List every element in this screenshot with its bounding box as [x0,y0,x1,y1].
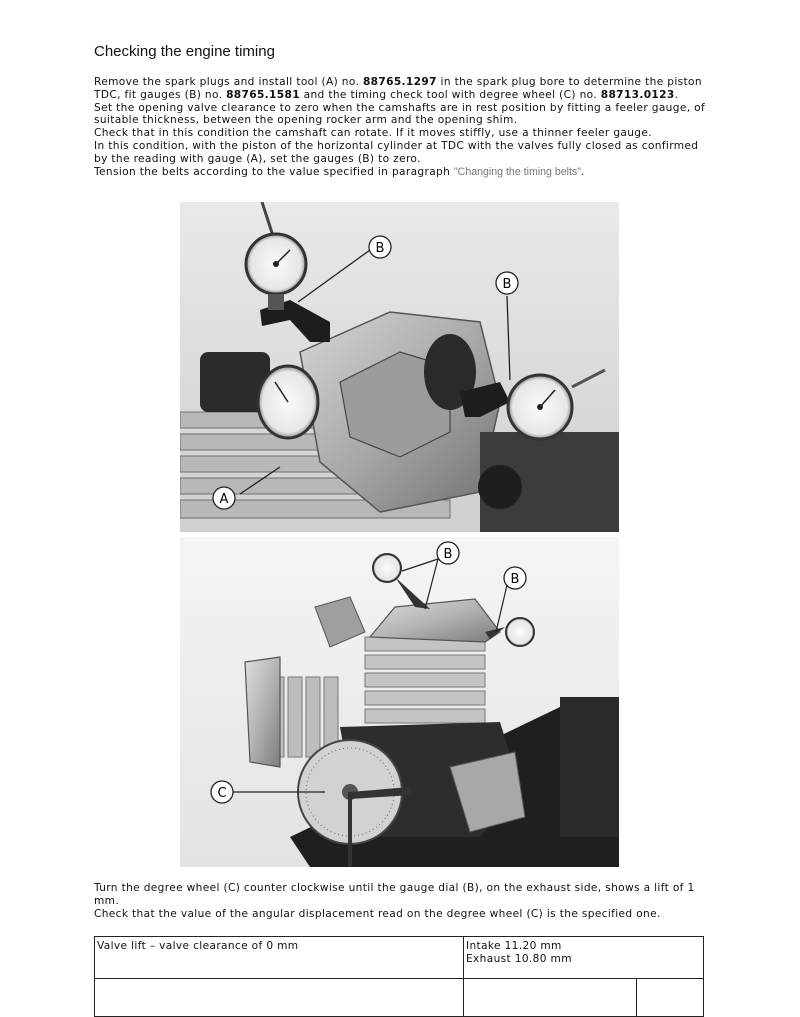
text: Tension the belts according to the value specified in paragraph [94,165,454,178]
instruction-clearance: Set the opening valve clearance to zero when the camshafts are in rest position by fitting a feeler gauge, of suitable thickness, between the opening rocker arm and the opening shim. [94,101,706,127]
turn-wheel-instruction: Turn the degree wheel (C) counter clockwise until the gauge dial (B), on the exhaust side, shows a lift of 1 mm. [94,882,695,907]
intake-value: Intake 11.20 mm [466,940,562,952]
exhaust-value: Exhaust 10.80 mm [466,952,572,965]
callout-b-3: B [443,547,453,562]
text: and the timing check tool with degree wheel (C) no. [299,88,601,101]
procedure-text [94,882,714,920]
text: in the spark plug bore to determine the piston TDC, fit gauges (B) no. [94,76,702,101]
timing-belts-link[interactable]: "Changing the timing belts" [453,165,581,178]
engine-degree-wheel-photo [180,537,619,867]
callout-a: A [219,492,229,507]
instructions [94,76,714,178]
instruction-tools [94,76,714,102]
engine-degree-wheel-illustration [180,537,619,867]
callout-b-1: B [375,241,385,256]
engine-head-illustration [180,202,619,532]
callout-b-2: B [502,277,512,292]
table-cell [637,979,704,1017]
text: . [581,165,585,178]
instruction-check: Check that in this condition the camshaft can rotate. If it moves stiffly, use a thinner feeler gauge. [94,127,652,140]
table-cell [464,979,637,1017]
table-row [95,937,704,979]
spec-values [464,937,704,979]
tool-b-number: 88765.1581 [226,88,300,101]
tool-c-number: 88713.0123 [600,88,675,101]
spec-table [94,936,704,1017]
spec-label: Valve lift – valve clearance of 0 mm [95,937,464,979]
callout-b-4: B [510,572,520,587]
page-title: Checking the engine timing [94,43,275,60]
instruction-tdc: In this condition, with the piston of the horizontal cylinder at TDC with the valves fully closed as confirmed by the reading with gauge (A), set the gauges (B) to zero. [94,139,699,165]
tool-a-number: 88765.1297 [362,76,437,88]
check-displacement-instruction: Check that the value of the angular displacement read on the degree wheel (C) is the specified one. [94,907,661,920]
table-row [95,979,704,1017]
table-cell [95,979,464,1017]
instruction-tension [94,166,714,179]
text: Remove the spark plugs and install tool (A) no. [94,76,363,88]
engine-head-photo [180,202,619,532]
text: . [674,88,679,101]
callout-c: C [217,786,227,801]
